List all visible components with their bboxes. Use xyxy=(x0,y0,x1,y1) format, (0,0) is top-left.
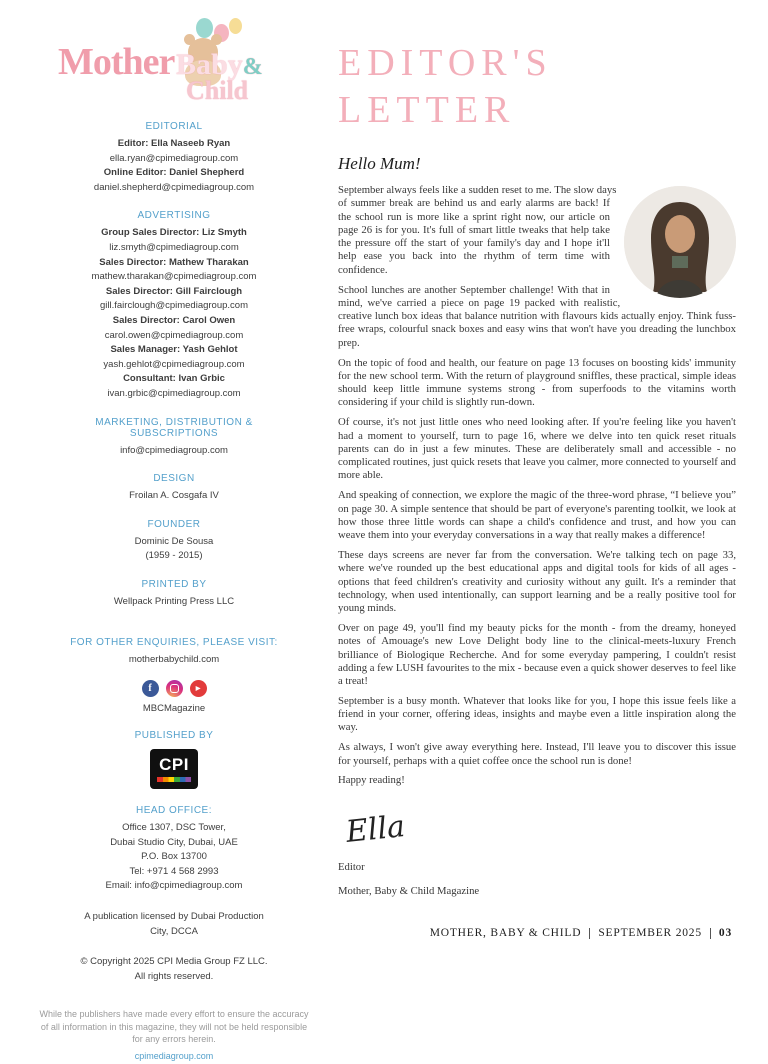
magazine-logo xyxy=(58,18,290,106)
article-title-line1: EDITOR'S xyxy=(338,42,553,84)
staff-name: Sales Director: Gill Fairclough xyxy=(105,285,243,297)
letter-paragraph: And speaking of connection, we explore the magic of the three-word phrase, “I believe you” on page 30. A simple sentence that should be part of everyone's parenting toolkit, we look at how those three little words can shape a child's confidence and trust, and how you can weave them into your everyday conversations in a way that really makes a difference! xyxy=(338,489,736,542)
printed-by-heading: PRINTED BY xyxy=(141,578,207,590)
letter-paragraph: Over on page 49, you'll find my beauty picks for the month - from the dreamy, honeyed notes of Amouage's new Love Delight body line to the clinical-meets-luxury French brilliance of Biologique Recherche. And for some everyday pampering, I couldn't resist adding a few LUSH favourites to the mix - because even a quick shower deserves to feel like a treat! xyxy=(338,621,736,688)
staff-name: Editor: Ella Naseeb Ryan xyxy=(117,138,231,149)
editors-letter-article xyxy=(338,40,736,897)
page-footer xyxy=(430,927,732,939)
letter-paragraph: September is a busy month. Whatever that looks like for you, I hope this issue feels like a friend in your corner, offering ideas, insights and maybe even a little inspiration along the way. xyxy=(338,694,736,734)
enquiries-heading: FOR OTHER ENQUIRIES, PLEASE VISIT: xyxy=(70,637,278,649)
staff-email: carol.owen@cpimediagroup.com xyxy=(104,329,244,341)
staff-name: Online Editor: Daniel Shepherd xyxy=(103,167,245,179)
editorial-heading: EDITORIAL xyxy=(145,121,203,132)
rights-text: All rights reserved. xyxy=(134,970,214,982)
youtube-icon[interactable]: ▶ xyxy=(190,680,207,697)
founder-name: Dominic De Sousa xyxy=(134,535,214,547)
staff-email: ella.ryan@cpimediagroup.com xyxy=(109,152,239,164)
balloon-icon xyxy=(196,18,213,38)
office-phone: Tel: +971 4 568 2993 xyxy=(129,865,219,877)
staff-email: ivan.grbic@cpimediagroup.com xyxy=(107,387,241,399)
social-handle: MBCMagazine xyxy=(142,703,206,715)
signoff-role: Editor xyxy=(338,861,365,874)
signoff-organisation: Mother, Baby & Child Magazine xyxy=(338,885,480,898)
letter-paragraph: School lunches are another September challenge! With that in mind, we've carried a piece on page 19 packed with realistic, creative lunch box ideas that balance nutrition with flavours kids actually enjoy. Think fuss-free wraps, colourful snack boxes and easy wins that won't have you dreading the lunchbox prep. xyxy=(338,283,736,349)
marketing-email: info@cpimediagroup.com xyxy=(120,444,228,456)
letter-paragraph: On the topic of food and health, our feature on page 13 focuses on boosting kids' immunity for the new school term. With the return of playground sniffles, these practical, simple ideas should keep little immune systems strong - from superfoods to the vitamins worth considering if your child is slightly run-down. xyxy=(338,356,736,409)
letter-body xyxy=(338,184,736,788)
social-icons xyxy=(36,680,312,697)
logo-word-baby: Baby& xyxy=(176,48,263,81)
magazine-website-link[interactable]: motherbabychild.com xyxy=(128,654,220,666)
marketing-heading: MARKETING, DISTRIBUTION & SUBSCRIPTIONS xyxy=(95,416,253,439)
instagram-icon[interactable] xyxy=(166,680,183,697)
letter-paragraph: Of course, it's not just little ones who need looking after. If you're feeling like you haven't had a moment to yourself, turn to page 16, where we delve into ten quick reset rituals parents can do in just a few minutes. These are deliberately small and accessible - no complicated routines, just quick resets that leave you calmer, more connected to yourself and more able. xyxy=(338,416,736,482)
founder-heading: FOUNDER xyxy=(147,518,201,530)
cpi-logo-text: CPI xyxy=(159,755,189,775)
editor-photo xyxy=(624,186,736,298)
office-address: Office 1307, DSC Tower, xyxy=(122,822,226,834)
staff-email: mathew.tharakan@cpimediagroup.com xyxy=(91,271,257,283)
letter-paragraph: September always feels like a sudden reset to me. The slow days of summer break are behind us and early alarms are back! If the school run is more like a sprint right now, our article on page 26 is for you. It's full of smart little tweaks that help take the pressure off the start of your family's day and I hope it'll help ease you back into the rhythm of term time with confidence. xyxy=(338,184,617,276)
instagram-icon xyxy=(170,684,179,693)
balloon-icon xyxy=(229,18,242,34)
staff-email: yash.gehlot@cpimediagroup.com xyxy=(103,358,245,370)
footer-page-number: 03 xyxy=(718,927,732,939)
logo-word-child: Child xyxy=(186,76,249,105)
published-by-heading: PUBLISHED BY xyxy=(134,730,214,742)
letter-paragraph: As always, I won't give away everything here. Instead, I'll leave you to discover this issue for yourself, perhaps with a quiet coffee once the school run is done! xyxy=(338,741,736,767)
design-heading: DESIGN xyxy=(153,473,195,485)
article-title xyxy=(338,40,736,134)
footer-divider xyxy=(589,928,590,939)
advertising-heading: ADVERTISING xyxy=(137,210,211,222)
staff-name: Sales Director: Carol Owen xyxy=(112,314,236,326)
head-office-heading: HEAD OFFICE: xyxy=(135,805,212,817)
logo-word-mother: Mother xyxy=(58,41,175,83)
staff-name: Sales Director: Mathew Tharakan xyxy=(99,256,249,268)
cpi-logo xyxy=(150,749,198,789)
greeting-text: Hello Mum! xyxy=(338,154,421,173)
founder-years: (1959 - 2015) xyxy=(145,550,203,562)
masthead-sidebar xyxy=(36,18,312,1064)
facebook-icon[interactable]: f xyxy=(142,680,159,697)
copyright-text: © Copyright 2025 CPI Media Group FZ LLC. xyxy=(80,956,268,968)
footer-divider xyxy=(710,928,711,939)
designer-name: Froilan A. Cosgafa IV xyxy=(129,490,219,502)
letter-paragraph: Happy reading! xyxy=(338,774,405,787)
staff-name: Consultant: Ivan Grbic xyxy=(123,373,225,385)
staff-name: Group Sales Director: Liz Smyth xyxy=(101,227,247,239)
staff-email: daniel.shepherd@cpimediagroup.com xyxy=(93,181,255,193)
article-title-line2: LETTER xyxy=(338,89,516,131)
cpi-logo-stripe xyxy=(157,777,191,782)
publisher-website-link[interactable]: cpimediagroup.com xyxy=(134,1050,214,1061)
logo-ampersand: & xyxy=(242,54,263,80)
office-email: Email: info@cpimediagroup.com xyxy=(105,880,243,892)
printer-name: Wellpack Printing Press LLC xyxy=(113,595,235,607)
staff-name: Sales Manager: Yash Gehlot xyxy=(110,344,238,356)
letter-paragraph: These days screens are never far from the conversation. We're talking tech on page 33, where we've rounded up the best educational apps and digital tools for kids of all ages - options that feed children's creativity and curiosity without any guilt. It's a reminder that technology, when used intentionally, can support learning and be a really positive tool for young minds. xyxy=(338,548,736,615)
office-pobox: P.O. Box 13700 xyxy=(141,851,207,863)
disclaimer-text: While the publishers have made every effort to ensure the accuracy of all information in this magazine, they will not be held responsible for any errors herein. xyxy=(39,1009,309,1045)
footer-magazine-name: MOTHER, BABY & CHILD xyxy=(429,927,582,939)
footer-issue-date: SEPTEMBER 2025 xyxy=(598,927,702,939)
staff-email: gill.fairclough@cpimediagroup.com xyxy=(100,300,248,312)
office-address: Dubai Studio City, Dubai, UAE xyxy=(110,836,238,848)
license-text: A publication licensed by Dubai Production City, DCCA xyxy=(84,911,264,937)
editor-signature: Ella xyxy=(344,809,407,851)
staff-email: liz.smyth@cpimediagroup.com xyxy=(109,241,239,253)
